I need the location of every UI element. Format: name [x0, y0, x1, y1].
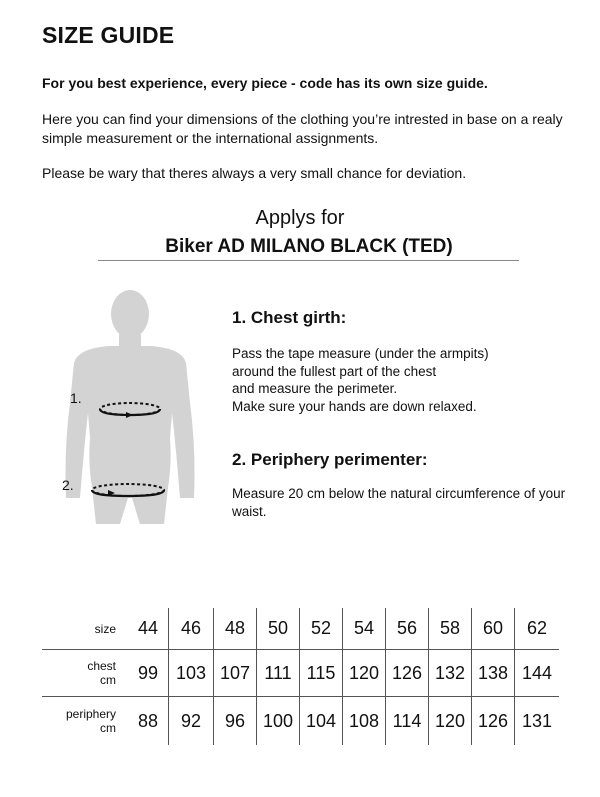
table-cell: 104: [300, 697, 343, 746]
table-cell: 115: [300, 650, 343, 697]
table-cell: 99: [128, 650, 169, 697]
chest-row: [42, 650, 559, 697]
periphery-heading: 2. Periphery perimenter:: [232, 450, 428, 469]
deviation-note: Please be wary that theres always a very small chance for deviation.: [42, 165, 467, 181]
intro-text: Here you can find your dimensions of the clothing you’re intrested in base on a realy simple measurement or the international assignments.: [42, 111, 563, 146]
table-cell: 138: [472, 650, 515, 697]
table-cell: 96: [214, 697, 257, 746]
size-row: [42, 608, 559, 650]
applys-label: Applys for: [255, 207, 345, 229]
chest-girth-instructions: [232, 345, 552, 415]
body-silhouette-figure: [60, 288, 200, 528]
table-cell: 60: [472, 608, 515, 650]
table-cell: 56: [386, 608, 429, 650]
chest-girth-heading: 1. Chest girth:: [232, 308, 347, 327]
table-cell: 126: [386, 650, 429, 697]
chest-line: Make sure your hands are down relaxed.: [232, 398, 477, 414]
row-label-line: size: [94, 621, 116, 636]
intro-bold-text: For you best experience, every piece - code has its own size guide.: [42, 75, 488, 91]
row-label-line: periphery: [65, 707, 116, 721]
chest-line: and measure the perimeter.: [232, 381, 398, 396]
table-cell: 62: [515, 608, 560, 650]
table-cell: 108: [343, 697, 386, 746]
page-title: SIZE GUIDE: [42, 22, 175, 48]
row-label: [42, 650, 128, 697]
periphery-instructions: Measure 20 cm below the natural circumference of your waist.: [232, 486, 566, 519]
table-cell: 107: [214, 650, 257, 697]
table-cell: 111: [257, 650, 300, 697]
table-cell: 131: [515, 697, 560, 746]
chest-line: Pass the tape measure (under the armpits): [232, 346, 489, 361]
table-cell: 100: [257, 697, 300, 746]
periphery-row: [42, 697, 559, 746]
row-label-unit: cm: [100, 673, 116, 687]
table-cell: 126: [472, 697, 515, 746]
section-divider: [98, 260, 519, 261]
row-label-line: chest: [87, 659, 116, 673]
size-table: [42, 608, 559, 745]
table-cell: 58: [429, 608, 472, 650]
marker-1: 1.: [70, 390, 82, 406]
row-label: [42, 697, 128, 746]
row-label: [42, 608, 128, 650]
table-cell: 48: [214, 608, 257, 650]
table-cell: 92: [169, 697, 214, 746]
product-name: Biker AD MILANO BLACK (TED): [165, 236, 453, 257]
body-silhouette: [66, 290, 195, 524]
table-cell: 46: [169, 608, 214, 650]
table-cell: 52: [300, 608, 343, 650]
marker-2: 2.: [62, 477, 74, 493]
table-cell: 88: [128, 697, 169, 746]
table-cell: 44: [137, 618, 159, 638]
table-cell: 54: [343, 608, 386, 650]
table-cell: 120: [429, 697, 472, 746]
table-cell: 50: [257, 608, 300, 650]
table-cell: 120: [343, 650, 386, 697]
table-cell: 114: [386, 697, 429, 746]
table-cell: 132: [429, 650, 472, 697]
table-cell: 144: [515, 650, 560, 697]
row-label-unit: cm: [100, 721, 116, 735]
chest-line: around the fullest part of the chest: [232, 363, 437, 379]
table-cell: 103: [169, 650, 214, 697]
